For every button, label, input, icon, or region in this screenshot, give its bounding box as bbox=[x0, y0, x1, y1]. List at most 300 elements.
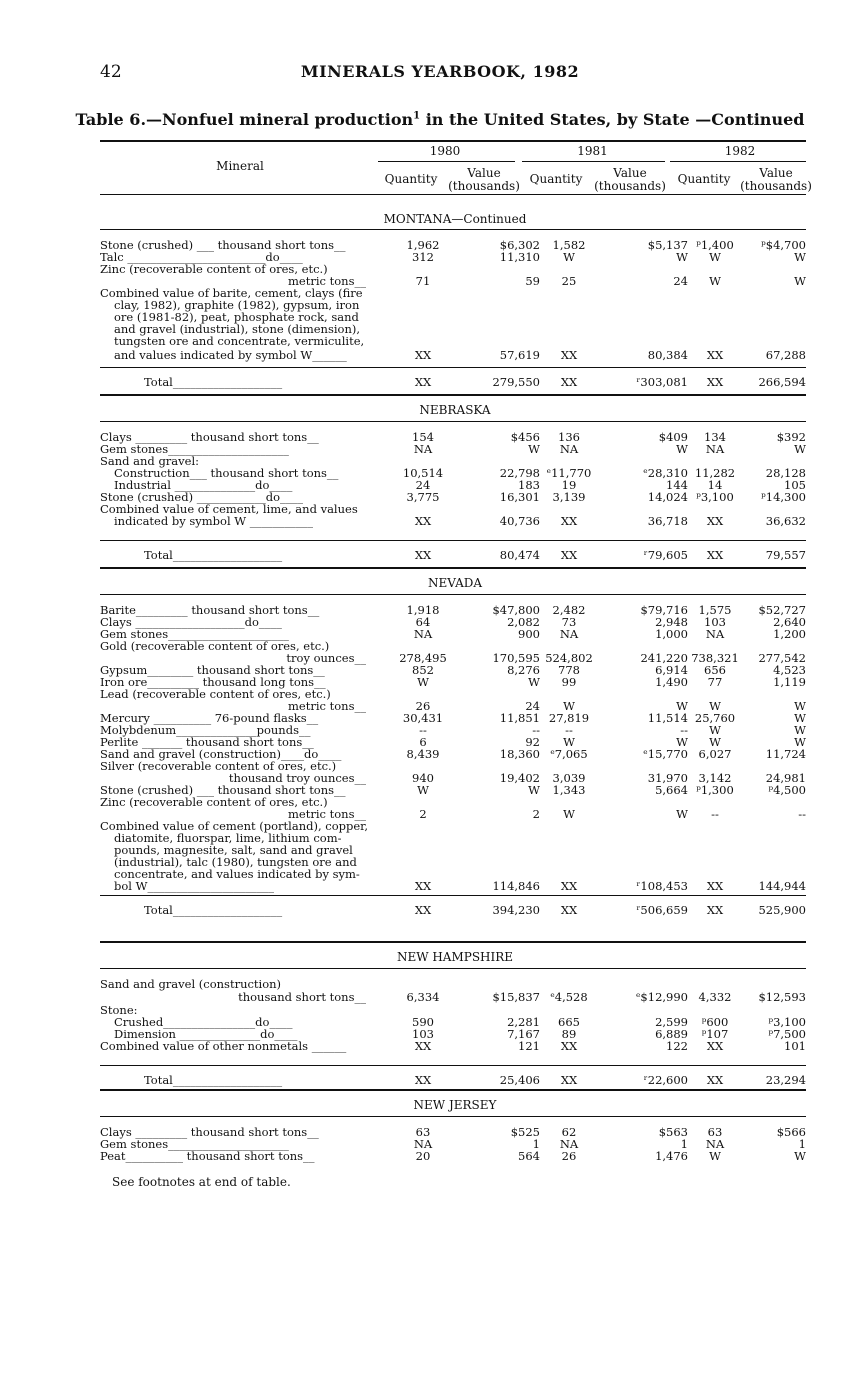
cell-value-1982: 4,523 bbox=[773, 663, 806, 677]
cell-quantity-1982: 738,321 bbox=[691, 651, 739, 665]
row-label: bol W______________________ bbox=[114, 879, 274, 893]
row-label: Construction___ thousand short tons__ bbox=[114, 466, 339, 480]
cell-value-1982: 24,981 bbox=[765, 771, 806, 785]
page-number: 42 bbox=[100, 62, 122, 82]
row-label: and gravel (industrial), stone (dimension), bbox=[114, 322, 361, 336]
cell-value-1980: $47,800 bbox=[492, 603, 540, 617]
cell-quantity-1981: 99 bbox=[561, 675, 577, 689]
table-row bbox=[100, 263, 806, 275]
section-rule bbox=[100, 394, 806, 396]
cell-value-1982: 525,900 bbox=[758, 903, 806, 917]
row-label: indicated by symbol W ___________ bbox=[114, 514, 314, 528]
value-1982-header bbox=[738, 167, 814, 193]
cell-quantity-1981: 665 bbox=[558, 1015, 580, 1029]
cell-value-1980: W bbox=[528, 442, 540, 456]
cell-quantity-1982: 11,282 bbox=[694, 466, 736, 480]
year-1980-rule bbox=[378, 161, 515, 162]
cell-quantity-1981: XX bbox=[560, 375, 578, 389]
cell-quantity-1980: XX bbox=[414, 514, 432, 528]
cell-quantity-1982: ᵖ1,300 bbox=[696, 783, 734, 797]
cell-value-1982: W bbox=[794, 699, 806, 713]
cell-value-1981: 1,000 bbox=[655, 627, 688, 641]
cell-quantity-1982: 63 bbox=[707, 1125, 723, 1139]
cell-value-1982: 101 bbox=[784, 1039, 806, 1053]
cell-value-1980: $525 bbox=[510, 1125, 540, 1139]
thousands-label: (thousands) bbox=[740, 179, 812, 193]
table-row bbox=[100, 978, 806, 990]
row-label: Silver (recoverable content of ores, etc.) bbox=[100, 759, 337, 773]
cell-quantity-1982: ᵖ600 bbox=[701, 1015, 729, 1029]
row-label: Talc ________________________do____ bbox=[100, 250, 303, 264]
cell-value-1980: $456 bbox=[510, 430, 540, 444]
cell-value-1980: 57,619 bbox=[499, 348, 540, 362]
cell-value-1982: W bbox=[794, 274, 806, 288]
row-label: Gem stones_____________________ bbox=[100, 627, 289, 641]
cell-value-1981: 6,889 bbox=[655, 1027, 688, 1041]
row-label: Combined value of other nonmetals ______ bbox=[100, 1039, 347, 1053]
cell-quantity-1980: 63 bbox=[415, 1125, 431, 1139]
cell-value-1982: ᵖ7,500 bbox=[768, 1027, 806, 1041]
cell-value-1981: $5,137 bbox=[647, 238, 688, 252]
cell-value-1982: 28,128 bbox=[765, 466, 806, 480]
row-label: (industrial), talc (1980), tungsten ore and bbox=[114, 855, 357, 869]
row-label: Sand and gravel (construction) bbox=[100, 977, 282, 991]
cell-value-1980: -- bbox=[532, 723, 540, 737]
cell-quantity-1982: 14 bbox=[707, 478, 723, 492]
row-label: Combined value of barite, cement, clays (fire bbox=[100, 286, 363, 300]
total-row bbox=[100, 549, 806, 561]
table-row bbox=[100, 349, 806, 361]
cell-value-1980: 80,474 bbox=[499, 548, 540, 562]
row-label: Gypsum________ thousand short tons__ bbox=[100, 663, 325, 677]
cell-quantity-1980: XX bbox=[414, 1039, 432, 1053]
cell-value-1982: $392 bbox=[776, 430, 806, 444]
cell-quantity-1980: 278,495 bbox=[399, 651, 447, 665]
cell-value-1981: 1,490 bbox=[655, 675, 688, 689]
row-label: pounds, magnesite, salt, sand and gravel bbox=[114, 843, 353, 857]
row-label: thousand troy ounces__ bbox=[228, 771, 366, 785]
table-row bbox=[100, 991, 806, 1003]
cell-value-1982: 2,640 bbox=[773, 615, 806, 629]
year-1981-header: 1981 bbox=[577, 144, 608, 158]
cell-quantity-1980: 20 bbox=[415, 1149, 431, 1163]
cell-quantity-1981: 524,802 bbox=[545, 651, 593, 665]
row-label: Crushed________________do____ bbox=[114, 1015, 293, 1029]
cell-quantity-1980: 8,439 bbox=[406, 747, 440, 761]
cell-value-1980: 11,310 bbox=[499, 250, 540, 264]
cell-value-1981: 6,914 bbox=[655, 663, 688, 677]
cell-quantity-1981: 26 bbox=[561, 1149, 577, 1163]
cell-value-1982: W bbox=[794, 1149, 806, 1163]
row-label: tungsten ore and concentrate, vermiculite, bbox=[114, 334, 365, 348]
row-label: metric tons__ bbox=[288, 699, 366, 713]
cell-value-1980: 7,167 bbox=[507, 1027, 540, 1041]
cell-quantity-1982: XX bbox=[706, 375, 724, 389]
cell-value-1981: 80,384 bbox=[647, 348, 688, 362]
cell-value-1981: ʳ22,600 bbox=[643, 1073, 688, 1087]
cell-quantity-1982: W bbox=[709, 1149, 721, 1163]
year-1980-header: 1980 bbox=[429, 144, 461, 158]
cell-quantity-1982: ᵖ107 bbox=[701, 1027, 729, 1041]
cell-quantity-1981: 1,343 bbox=[552, 783, 586, 797]
value-label: Value bbox=[467, 166, 501, 180]
cell-value-1982: 11,724 bbox=[765, 747, 806, 761]
row-label: concentrate, and values indicated by sym- bbox=[114, 867, 360, 881]
cell-quantity-1982: 103 bbox=[704, 615, 726, 629]
cell-value-1982: 144,944 bbox=[758, 879, 806, 893]
cell-value-1981: $409 bbox=[658, 430, 688, 444]
cell-quantity-1981: ᵉ7,065 bbox=[550, 747, 588, 761]
row-label: Clays _________ thousand short tons__ bbox=[100, 430, 319, 444]
value-label: Value bbox=[613, 166, 647, 180]
cell-quantity-1980: 24 bbox=[415, 478, 431, 492]
cell-value-1981: ʳ79,605 bbox=[643, 548, 688, 562]
cell-value-1980: 2,082 bbox=[507, 615, 540, 629]
row-label: and values indicated by symbol W______ bbox=[114, 348, 347, 362]
cell-value-1981: ʳ506,659 bbox=[636, 903, 688, 917]
cell-quantity-1980: NA bbox=[413, 1137, 433, 1151]
cell-value-1980: 18,360 bbox=[499, 747, 540, 761]
row-label: thousand short tons__ bbox=[238, 990, 366, 1004]
table-row bbox=[100, 515, 806, 527]
cell-quantity-1982: 656 bbox=[704, 663, 726, 677]
cell-quantity-1981: 3,039 bbox=[552, 771, 586, 785]
cell-quantity-1981: XX bbox=[560, 514, 578, 528]
cell-quantity-1980: 2 bbox=[419, 807, 427, 821]
cell-quantity-1982: 6,027 bbox=[698, 747, 732, 761]
row-label: Total___________________ bbox=[144, 1073, 283, 1087]
quantity-1982-header: Quantity bbox=[677, 172, 731, 186]
year-1982-rule bbox=[670, 161, 806, 162]
mineral-column-header: Mineral bbox=[216, 159, 264, 173]
cell-value-1980: $6,302 bbox=[499, 238, 540, 252]
row-label: metric tons__ bbox=[288, 274, 366, 288]
cell-value-1981: 24 bbox=[673, 274, 688, 288]
cell-value-1981: 11,514 bbox=[647, 711, 688, 725]
cell-quantity-1981: 62 bbox=[561, 1125, 577, 1139]
value-1980-header bbox=[446, 167, 522, 193]
cell-quantity-1980: XX bbox=[414, 1073, 432, 1087]
cell-value-1982: ᵖ$4,700 bbox=[761, 238, 806, 252]
cell-quantity-1980: XX bbox=[414, 348, 432, 362]
cell-quantity-1982: W bbox=[709, 250, 721, 264]
total-row bbox=[100, 1074, 806, 1086]
section-rule bbox=[100, 968, 806, 969]
thousands-label: (thousands) bbox=[448, 179, 520, 193]
row-label: Zinc (recoverable content of ores, etc.) bbox=[100, 795, 328, 809]
cell-quantity-1982: 25,760 bbox=[694, 711, 736, 725]
cell-value-1982: W bbox=[794, 442, 806, 456]
table-row bbox=[100, 1150, 806, 1162]
cell-quantity-1980: 103 bbox=[412, 1027, 434, 1041]
cell-value-1981: ᵉ28,310 bbox=[643, 466, 688, 480]
row-label: Barite_________ thousand short tons__ bbox=[100, 603, 320, 617]
cell-quantity-1982: NA bbox=[705, 442, 725, 456]
cell-quantity-1982: W bbox=[709, 735, 721, 749]
table-row bbox=[100, 443, 806, 455]
cell-value-1982: 1,200 bbox=[773, 627, 806, 641]
cell-quantity-1982: W bbox=[709, 274, 721, 288]
cell-value-1982: W bbox=[794, 711, 806, 725]
row-label: Lead (recoverable content of ores, etc.) bbox=[100, 687, 331, 701]
row-label: Stone (crushed) ___ thousand short tons__ bbox=[100, 238, 346, 252]
cell-value-1982: ᵖ14,300 bbox=[761, 490, 806, 504]
cell-quantity-1982: XX bbox=[706, 1073, 724, 1087]
cell-value-1981: 31,970 bbox=[647, 771, 688, 785]
cell-value-1981: -- bbox=[680, 723, 688, 737]
cell-quantity-1982: XX bbox=[706, 514, 724, 528]
cell-quantity-1981: 73 bbox=[561, 615, 577, 629]
row-label: Combined value of cement, lime, and values bbox=[100, 502, 358, 516]
footnote-marker: 1 bbox=[413, 110, 421, 122]
cell-value-1980: 114,846 bbox=[492, 879, 540, 893]
cell-value-1981: W bbox=[676, 442, 688, 456]
cell-value-1980: 2 bbox=[532, 807, 540, 821]
row-label: Total___________________ bbox=[144, 903, 283, 917]
row-label: Perlite _______ thousand short tons__ bbox=[100, 735, 314, 749]
cell-value-1980: 11,851 bbox=[499, 711, 540, 725]
row-label: Peat__________ thousand short tons__ bbox=[100, 1149, 315, 1163]
cell-quantity-1982: 4,332 bbox=[698, 990, 732, 1004]
row-label: Mercury __________ 76-pound flasks__ bbox=[100, 711, 319, 725]
cell-value-1980: 22,798 bbox=[499, 466, 540, 480]
footnote-text: See footnotes at end of table. bbox=[112, 1175, 291, 1189]
cell-value-1980: 900 bbox=[518, 627, 540, 641]
cell-value-1982: 277,542 bbox=[758, 651, 806, 665]
table-top-rule bbox=[100, 140, 806, 142]
cell-value-1982: 105 bbox=[784, 478, 806, 492]
cell-quantity-1980: 852 bbox=[412, 663, 434, 677]
cell-value-1982: $52,727 bbox=[758, 603, 806, 617]
section-heading: NEVADA bbox=[427, 576, 483, 590]
cell-quantity-1982: NA bbox=[705, 627, 725, 641]
cell-value-1981: W bbox=[676, 735, 688, 749]
cell-value-1980: 16,301 bbox=[499, 490, 540, 504]
cell-quantity-1981: 136 bbox=[558, 430, 580, 444]
cell-value-1982: 23,294 bbox=[765, 1073, 806, 1087]
section-rule bbox=[100, 540, 806, 541]
cell-value-1981: 1 bbox=[680, 1137, 688, 1151]
cell-quantity-1981: XX bbox=[560, 903, 578, 917]
cell-quantity-1980: XX bbox=[414, 879, 432, 893]
cell-quantity-1981: ᵉ11,770 bbox=[546, 466, 592, 480]
row-label: Stone (crushed) ___ thousand short tons__ bbox=[100, 783, 346, 797]
row-label: Stone: bbox=[100, 1003, 138, 1017]
cell-value-1981: 1,476 bbox=[655, 1149, 688, 1163]
row-label: Stone (crushed) ____________do____ bbox=[100, 490, 304, 504]
cell-value-1980: 279,550 bbox=[492, 375, 540, 389]
cell-value-1980: 564 bbox=[518, 1149, 540, 1163]
quantity-1980-header: Quantity bbox=[384, 172, 438, 186]
cell-quantity-1981: 27,819 bbox=[548, 711, 590, 725]
cell-quantity-1980: 3,775 bbox=[406, 490, 440, 504]
row-label: metric tons__ bbox=[288, 807, 366, 821]
cell-quantity-1980: XX bbox=[414, 548, 432, 562]
cell-quantity-1980: 6,334 bbox=[406, 990, 440, 1004]
cell-quantity-1982: ᵖ3,100 bbox=[696, 490, 734, 504]
cell-quantity-1980: 154 bbox=[412, 430, 434, 444]
section-rule bbox=[100, 594, 806, 595]
cell-value-1982: -- bbox=[798, 807, 806, 821]
section-rule bbox=[100, 895, 806, 896]
value-label: Value bbox=[759, 166, 793, 180]
section-heading: NEBRASKA bbox=[419, 403, 491, 417]
table-row bbox=[100, 880, 806, 892]
cell-value-1981: W bbox=[676, 250, 688, 264]
cell-quantity-1980: 26 bbox=[415, 699, 431, 713]
row-label: Combined value of cement (portland), copper, bbox=[100, 819, 369, 833]
cell-quantity-1981: XX bbox=[560, 348, 578, 362]
cell-value-1980: 8,276 bbox=[507, 663, 540, 677]
cell-quantity-1981: ᵉ4,528 bbox=[550, 990, 588, 1004]
cell-value-1980: 394,230 bbox=[492, 903, 540, 917]
cell-value-1980: 92 bbox=[525, 735, 540, 749]
row-label: Gem stones_____________________ bbox=[100, 1137, 289, 1151]
row-label: ore (1981-82), peat, phosphate rock, sand bbox=[114, 310, 359, 324]
cell-quantity-1981: XX bbox=[560, 879, 578, 893]
cell-value-1981: $79,716 bbox=[640, 603, 688, 617]
column-header-rule bbox=[100, 194, 806, 195]
row-label: Sand and gravel: bbox=[100, 454, 200, 468]
cell-value-1981: W bbox=[676, 699, 688, 713]
cell-quantity-1982: XX bbox=[706, 1039, 724, 1053]
cell-quantity-1980: 312 bbox=[412, 250, 434, 264]
cell-quantity-1980: NA bbox=[413, 627, 433, 641]
running-head: MINERALS YEARBOOK, 1982 bbox=[300, 62, 580, 81]
cell-value-1982: ᵖ4,500 bbox=[768, 783, 806, 797]
cell-value-1980: 183 bbox=[518, 478, 540, 492]
row-label: Sand and gravel (construction)____do____ bbox=[100, 747, 342, 761]
cell-value-1981: 241,220 bbox=[640, 651, 688, 665]
section-rule bbox=[100, 367, 806, 368]
cell-quantity-1980: 1,918 bbox=[406, 603, 440, 617]
cell-value-1981: 2,948 bbox=[655, 615, 688, 629]
cell-value-1982: W bbox=[794, 735, 806, 749]
cell-quantity-1980: 71 bbox=[415, 274, 431, 288]
cell-value-1981: 36,718 bbox=[647, 514, 688, 528]
section-heading: NEW JERSEY bbox=[413, 1098, 497, 1112]
cell-quantity-1980: 30,431 bbox=[402, 711, 444, 725]
table-row bbox=[100, 688, 806, 700]
section-heading: NEW HAMPSHIRE bbox=[396, 950, 514, 964]
cell-value-1982: 1,119 bbox=[773, 675, 806, 689]
cell-value-1982: 67,288 bbox=[765, 348, 806, 362]
cell-quantity-1982: 1,575 bbox=[698, 603, 732, 617]
cell-quantity-1982: -- bbox=[711, 807, 719, 821]
row-label: troy ounces__ bbox=[286, 651, 366, 665]
cell-value-1980: 1 bbox=[532, 1137, 540, 1151]
value-1981-header bbox=[592, 167, 668, 193]
cell-quantity-1981: W bbox=[563, 250, 575, 264]
cell-quantity-1980: 590 bbox=[412, 1015, 434, 1029]
cell-quantity-1982: 3,142 bbox=[698, 771, 732, 785]
cell-value-1982: 266,594 bbox=[758, 375, 806, 389]
cell-quantity-1982: 77 bbox=[707, 675, 723, 689]
cell-value-1981: 144 bbox=[666, 478, 688, 492]
cell-quantity-1981: W bbox=[563, 735, 575, 749]
cell-quantity-1981: 2,482 bbox=[552, 603, 586, 617]
cell-value-1980: 121 bbox=[518, 1039, 540, 1053]
cell-value-1980: W bbox=[528, 783, 540, 797]
cell-quantity-1980: 6 bbox=[419, 735, 427, 749]
cell-quantity-1980: 940 bbox=[412, 771, 434, 785]
cell-quantity-1981: 778 bbox=[558, 663, 580, 677]
table-row bbox=[100, 796, 806, 808]
cell-value-1981: $563 bbox=[658, 1125, 688, 1139]
cell-quantity-1981: 89 bbox=[561, 1027, 577, 1041]
cell-value-1980: 40,736 bbox=[499, 514, 540, 528]
section-rule bbox=[100, 421, 806, 422]
cell-quantity-1981: 3,139 bbox=[552, 490, 586, 504]
cell-quantity-1981: 25 bbox=[561, 274, 577, 288]
section-rule bbox=[100, 941, 806, 943]
row-label: Molybdenum______________pounds__ bbox=[100, 723, 311, 737]
cell-quantity-1980: -- bbox=[419, 723, 427, 737]
cell-quantity-1982: XX bbox=[706, 348, 724, 362]
cell-value-1982: W bbox=[794, 723, 806, 737]
cell-value-1982: 1 bbox=[798, 1137, 806, 1151]
total-row bbox=[100, 904, 806, 916]
cell-quantity-1981: XX bbox=[560, 1039, 578, 1053]
cell-value-1982: 79,557 bbox=[765, 548, 806, 562]
cell-value-1981: 5,664 bbox=[655, 783, 688, 797]
cell-value-1981: ʳ303,081 bbox=[636, 375, 688, 389]
cell-value-1982: 36,632 bbox=[765, 514, 806, 528]
section-rule bbox=[100, 567, 806, 569]
page-header bbox=[100, 62, 780, 86]
cell-value-1981: 14,024 bbox=[647, 490, 688, 504]
row-label: Total___________________ bbox=[144, 548, 283, 562]
section-rule bbox=[100, 1089, 806, 1091]
cell-quantity-1981: NA bbox=[559, 627, 579, 641]
cell-quantity-1981: W bbox=[563, 699, 575, 713]
row-label: Clays _________ thousand short tons__ bbox=[100, 1125, 319, 1139]
cell-quantity-1981: 1,582 bbox=[552, 238, 586, 252]
table-row bbox=[100, 1040, 806, 1052]
cell-quantity-1980: NA bbox=[413, 442, 433, 456]
cell-quantity-1982: NA bbox=[705, 1137, 725, 1151]
row-label: Industrial ______________do____ bbox=[114, 478, 293, 492]
section-rule bbox=[100, 1116, 806, 1117]
cell-value-1981: ᵉ15,770 bbox=[643, 747, 688, 761]
row-label: diatomite, fluorspar, lime, lithium com- bbox=[114, 831, 342, 845]
table-title-main: Table 6.—Nonfuel mineral production bbox=[75, 110, 414, 129]
cell-quantity-1980: XX bbox=[414, 375, 432, 389]
section-heading: MONTANA—Continued bbox=[383, 212, 527, 226]
cell-value-1980: $15,837 bbox=[492, 990, 540, 1004]
cell-quantity-1982: 134 bbox=[704, 430, 726, 444]
table-title-rest: in the United States, by State —Continued bbox=[420, 110, 805, 129]
section-rule bbox=[100, 229, 806, 230]
cell-quantity-1981: W bbox=[563, 807, 575, 821]
cell-value-1981: 122 bbox=[666, 1039, 688, 1053]
cell-quantity-1982: XX bbox=[706, 903, 724, 917]
cell-value-1980: 170,595 bbox=[492, 651, 540, 665]
cell-quantity-1981: NA bbox=[559, 1137, 579, 1151]
cell-value-1982: W bbox=[794, 250, 806, 264]
year-1982-header: 1982 bbox=[724, 144, 756, 158]
row-label: Gem stones_____________________ bbox=[100, 442, 289, 456]
total-row bbox=[100, 376, 806, 388]
row-label: Dimension ______________do____ bbox=[114, 1027, 298, 1041]
cell-quantity-1982: XX bbox=[706, 548, 724, 562]
cell-quantity-1980: W bbox=[417, 675, 429, 689]
section-rule bbox=[100, 1065, 806, 1066]
cell-value-1981: 2,599 bbox=[655, 1015, 688, 1029]
cell-value-1982: ᵖ3,100 bbox=[768, 1015, 806, 1029]
table-title bbox=[60, 110, 820, 129]
row-label: Clays ___________________do____ bbox=[100, 615, 282, 629]
